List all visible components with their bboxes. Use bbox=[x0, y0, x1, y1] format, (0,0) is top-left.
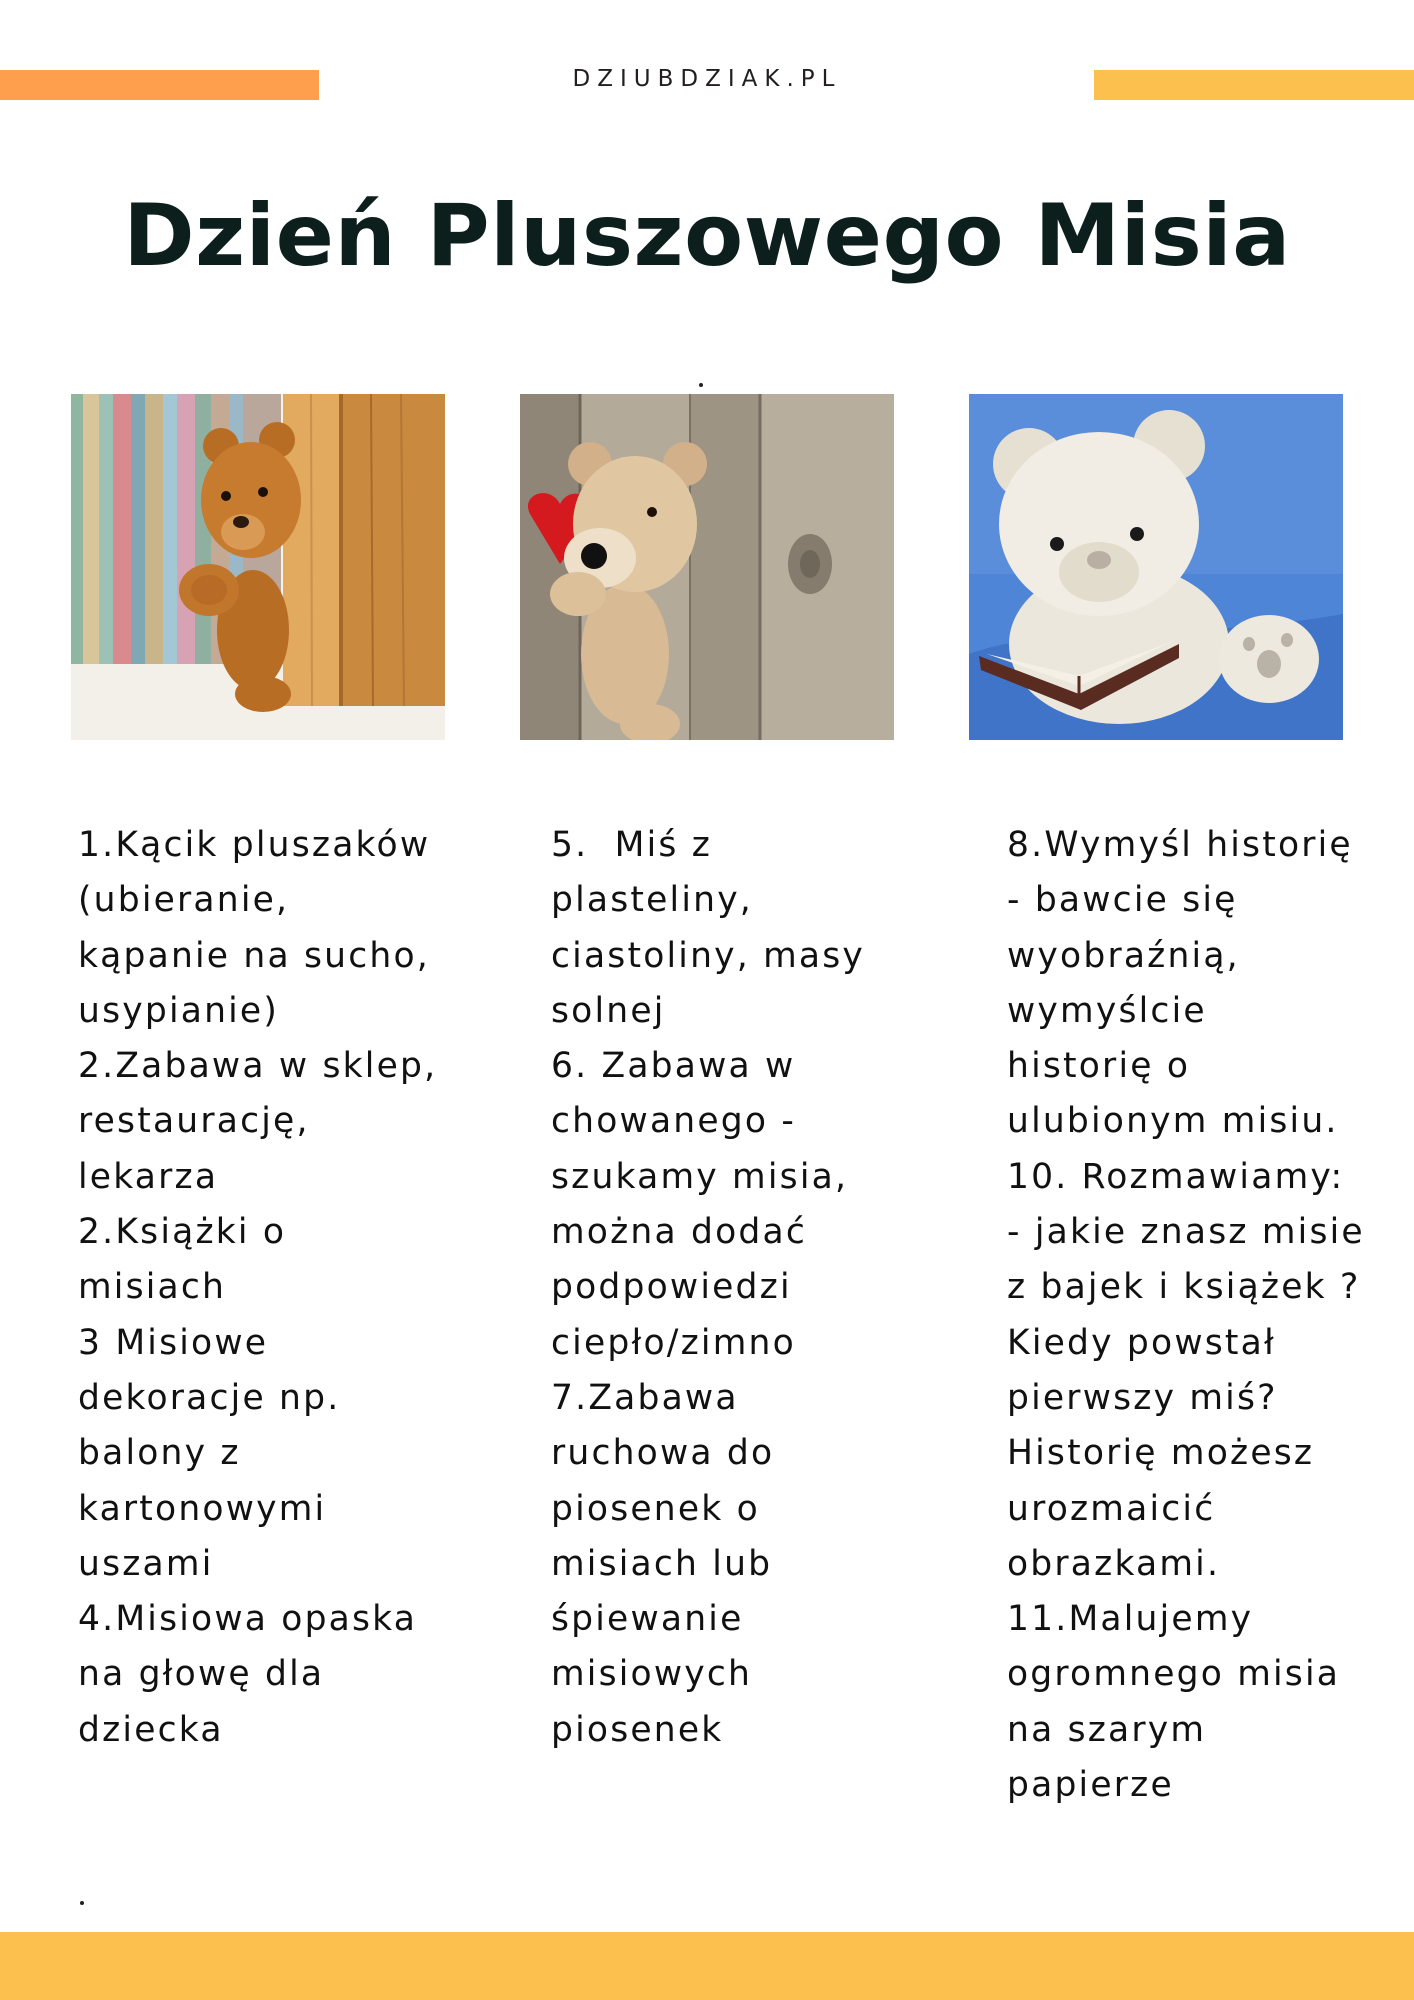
text-line: balony z bbox=[78, 1433, 241, 1474]
text-line: ogromnego misia bbox=[1007, 1654, 1341, 1695]
text-line: solnej bbox=[551, 990, 666, 1031]
text-line: historię o bbox=[1007, 1046, 1191, 1087]
text-line: 7.Zabawa bbox=[551, 1377, 739, 1418]
text-line: lekarza bbox=[78, 1156, 219, 1197]
text-line: szukamy misia, bbox=[551, 1156, 849, 1197]
text-line: 4.Misiowa opaska bbox=[78, 1599, 418, 1640]
text-line: Historię możesz bbox=[1007, 1433, 1315, 1474]
text-line: można dodać bbox=[551, 1212, 808, 1253]
text-line: papierze bbox=[1007, 1765, 1174, 1806]
text-line: misiach bbox=[78, 1267, 227, 1308]
activities-column-2 bbox=[551, 818, 865, 1758]
text-line: pierwszy miś? bbox=[1007, 1377, 1278, 1418]
text-line: wymyślcie bbox=[1007, 990, 1207, 1031]
text-line: usypianie) bbox=[78, 990, 280, 1031]
text-line: - bawcie się bbox=[1007, 880, 1238, 921]
text-line: chowanego - bbox=[551, 1101, 797, 1142]
text-line: uszami bbox=[78, 1543, 214, 1584]
text-line: ciastoliny, masy bbox=[551, 935, 866, 976]
text-line: ciepło/zimno bbox=[551, 1322, 796, 1363]
text-line: piosenek o bbox=[551, 1488, 760, 1529]
text-line: z bajek i książek ? bbox=[1007, 1267, 1361, 1308]
text-line: kąpanie na sucho, bbox=[78, 935, 430, 976]
text-line: (ubieranie, bbox=[78, 880, 290, 921]
photo-teddy-heart bbox=[520, 394, 894, 740]
site-name: DZIUBDZIAK.PL bbox=[572, 66, 842, 92]
text-line: piosenek bbox=[551, 1709, 724, 1750]
text-line: dziecka bbox=[78, 1709, 224, 1750]
text-line: urozmaicić bbox=[1007, 1488, 1216, 1529]
text-line: 6. Zabawa w bbox=[551, 1046, 796, 1087]
decorative-dot bbox=[699, 383, 703, 387]
text-line: podpowiedzi bbox=[551, 1267, 792, 1308]
activities-column-1 bbox=[78, 818, 437, 1758]
photo-teddy-reading bbox=[969, 394, 1343, 740]
text-line: dekoracje np. bbox=[78, 1377, 341, 1418]
text-line: 3 Misiowe bbox=[78, 1322, 269, 1363]
text-line: 11.Malujemy bbox=[1007, 1599, 1254, 1640]
decorative-dot bbox=[80, 1901, 84, 1905]
text-line: 2.Książki o bbox=[78, 1212, 287, 1253]
text-line: wyobraźnią, bbox=[1007, 935, 1240, 976]
text-line: na głowę dla bbox=[78, 1654, 325, 1695]
page-title: Dzień Pluszowego Misia bbox=[123, 186, 1291, 286]
text-line: śpiewanie bbox=[551, 1599, 744, 1640]
text-line: 1.Kącik pluszaków bbox=[78, 825, 431, 865]
text-line: obrazkami. bbox=[1007, 1543, 1221, 1584]
text-line: restaurację, bbox=[78, 1101, 310, 1142]
photo-teddy-peeking bbox=[71, 394, 445, 740]
text-line: misiowych bbox=[551, 1654, 753, 1695]
text-line: na szarym bbox=[1007, 1709, 1207, 1750]
text-line: 8.Wymyśl historię bbox=[1007, 825, 1353, 865]
text-line: kartonowymi bbox=[78, 1488, 327, 1529]
text-line: 2.Zabawa w sklep, bbox=[78, 1046, 438, 1087]
text-line: misiach lub bbox=[551, 1543, 773, 1584]
text-line: - jakie znasz misie bbox=[1007, 1212, 1365, 1253]
text-line: 10. Rozmawiamy: bbox=[1007, 1156, 1345, 1197]
text-line: plasteliny, bbox=[551, 880, 753, 921]
footer-bar bbox=[0, 1932, 1414, 2000]
activities-column-3 bbox=[1007, 818, 1365, 1813]
text-line: ruchowa do bbox=[551, 1433, 775, 1474]
text-line: ulubionym misiu. bbox=[1007, 1101, 1339, 1142]
text-line: 5. Miś z bbox=[551, 825, 713, 865]
text-line: Kiedy powstał bbox=[1007, 1322, 1276, 1363]
